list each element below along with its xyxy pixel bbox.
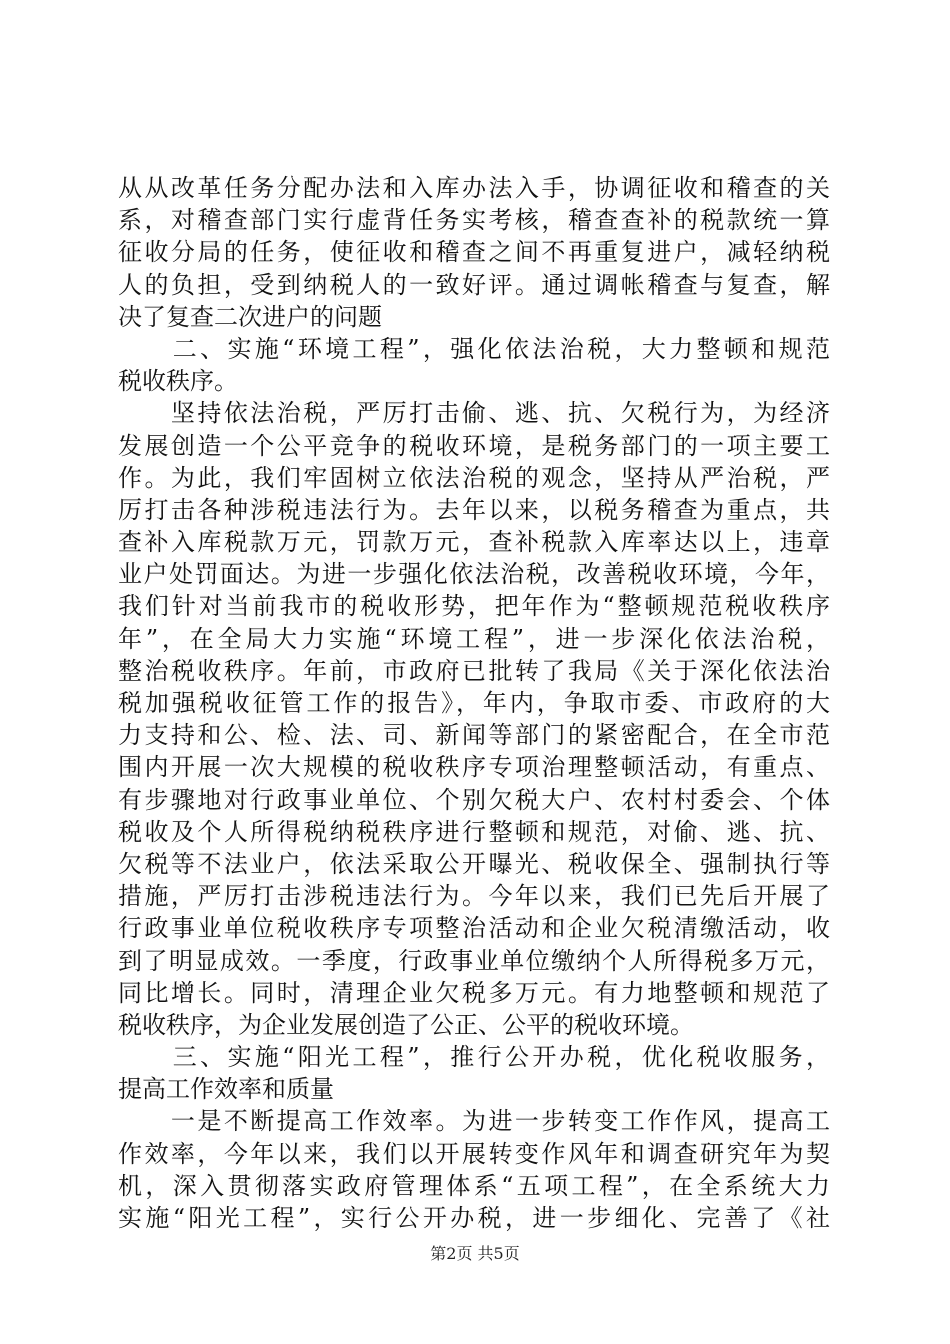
text-line: 系，对稽查部门实行虚背任务实考核，稽查查补的税款统一算 bbox=[118, 206, 830, 235]
text-line: 欠税等不法业户，依法采取公开曝光、税收保全、强制执行等 bbox=[118, 849, 830, 878]
text-line: 查补入库税款万元，罚款万元，查补税款入库率达以上，违章 bbox=[118, 528, 830, 557]
document-body bbox=[118, 172, 830, 1234]
text-line: 提高工作效率和质量 bbox=[118, 1075, 334, 1104]
text-line: 决了复查二次进户的问题 bbox=[118, 302, 382, 331]
page-indicator: 第2页 共5页 bbox=[430, 1244, 520, 1263]
text-line: 同比增长。同时，清理企业欠税多万元。有力地整顿和规范了 bbox=[118, 978, 830, 1007]
text-line: 机，深入贯彻落实政府管理体系“五项工程”，在全系统大力 bbox=[118, 1171, 830, 1200]
text-line: 税收及个人所得税纳税秩序进行整顿和规范，对偷、逃、抗、 bbox=[118, 817, 830, 846]
text-line: 行政事业单位税收秩序专项整治活动和企业欠税清缴活动，收 bbox=[118, 914, 830, 943]
text-line: 坚持依法治税，严厉打击偷、逃、抗、欠税行为，为经济 bbox=[118, 399, 830, 428]
text-line: 二、实施“环境工程”，强化依法治税，大力整顿和规范 bbox=[118, 334, 830, 363]
text-line: 征收分局的任务，使征收和稽查之间不再重复进户，减轻纳税 bbox=[118, 238, 830, 267]
text-line: 从从改革任务分配办法和入库办法入手，协调征收和稽查的关 bbox=[118, 174, 830, 202]
text-line: 作。为此，我们牢固树立依法治税的观念，坚持从严治税，严 bbox=[118, 463, 830, 492]
text-line: 税加强税收征管工作的报告》，年内，争取市委、市政府的大 bbox=[118, 689, 830, 717]
text-line: 围内开展一次大规模的税收秩序专项治理整顿活动，有重点、 bbox=[118, 753, 830, 782]
text-line: 税收秩序，为企业发展创造了公正、公平的税收环境。 bbox=[118, 1010, 694, 1039]
text-line: 力支持和公、检、法、司、新闻等部门的紧密配合，在全市范 bbox=[118, 721, 830, 750]
text-line: 措施，严厉打击涉税违法行为。今年以来，我们已先后开展了 bbox=[118, 882, 830, 911]
text-line: 实施“阳光工程”，实行公开办税，进一步细化、完善了《社 bbox=[118, 1204, 830, 1232]
text-line: 到了明显成效。一季度，行政事业单位缴纳个人所得税多万元， bbox=[118, 946, 830, 975]
text-line: 业户处罚面达。为进一步强化依法治税，改善税收环境，今年， bbox=[118, 560, 830, 589]
text-line: 我们针对当前我市的税收形势，把年作为“整顿规范税收秩序 bbox=[118, 592, 830, 621]
text-line: 厉打击各种涉税违法行为。去年以来，以税务稽查为重点，共 bbox=[118, 495, 830, 524]
text-line: 一是不断提高工作效率。为进一步转变工作作风，提高工 bbox=[118, 1107, 830, 1136]
text-line: 税收秩序。 bbox=[118, 367, 238, 396]
text-line: 人的负担，受到纳税人的一致好评。通过调帐稽查与复查，解 bbox=[118, 270, 830, 299]
text-line: 年”，在全局大力实施“环境工程”，进一步深化依法治税， bbox=[118, 624, 830, 653]
text-line: 有步骤地对行政事业单位、个别欠税大户、农村村委会、个体 bbox=[118, 785, 830, 814]
text-line: 发展创造一个公平竞争的税收环境，是税务部门的一项主要工 bbox=[118, 431, 830, 460]
text-line: 整治税收秩序。年前，市政府已批转了我局《关于深化依法治 bbox=[118, 656, 830, 685]
text-line: 三、实施“阳光工程”，推行公开办税，优化税收服务， bbox=[118, 1043, 830, 1072]
text-line: 作效率，今年以来，我们以开展转变作风年和调查研究年为契 bbox=[118, 1139, 830, 1168]
